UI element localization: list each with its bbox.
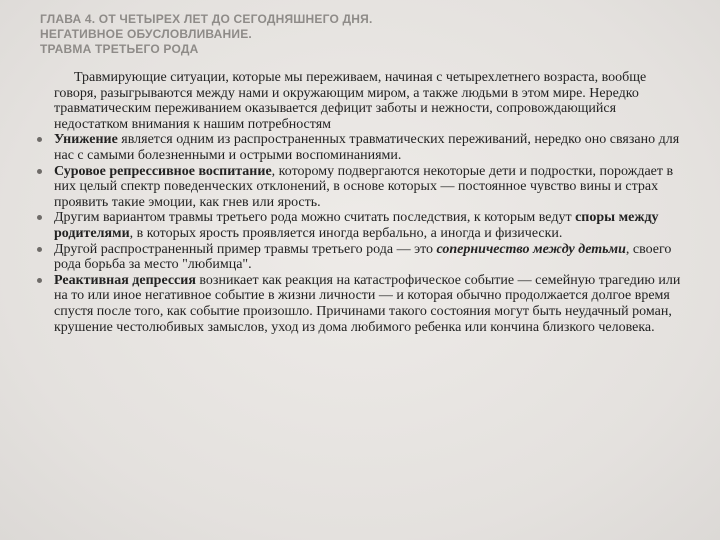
bullet-icon	[37, 137, 42, 142]
bullet-post: , своего рода борьба за место "любимца".	[54, 241, 672, 273]
bullet-icon	[37, 278, 42, 283]
slide-title	[40, 12, 680, 57]
intro-paragraph: Травмирующие ситуации, которые мы переживаем, начиная с четырехлетнего возраста, вообще говоря, разыгрываются между нами и окружающим миром, а также людьми в этом мире. Нередко травматическим переживанием оказывается дефицит заботы и нежности, сопровождающийся недостатком внимания к нашим потребностям	[54, 70, 647, 132]
bullet-icon	[37, 169, 42, 174]
bullet-icon	[37, 247, 42, 252]
bullet-post: является одним из распространенных травматических переживаний, нередко оно связано для нас с самыми болезненными и острыми воспоминаниями.	[54, 132, 680, 163]
bullet-post: , в которых ярость проявляется иногда вербально, а иногда и физически.	[129, 225, 563, 241]
bullet-icon	[37, 215, 42, 220]
bullet-item-reactive-depression	[36, 273, 688, 335]
bullet-post: , которому подвергаются некоторые дети и подростки, порождает в них целый спектр поведенческих отклонений, в основе которых — постоянное чувство вины и страх проявить такие эмоции, как гнев или ярость.	[54, 163, 674, 210]
title-line-2: НЕГАТИВНОЕ ОБУСЛОВЛИВАНИЕ.	[40, 27, 252, 41]
bullet-bold-term: Унижение	[54, 132, 118, 148]
bullet-bold-term: споры между родителями	[54, 210, 659, 241]
title-line-1: ГЛАВА 4. ОТ ЧЕТЫРЕХ ЛЕТ ДО СЕГОДНЯШНЕГО ДНЯ.	[40, 12, 373, 26]
bullet-item-sibling-rivalry	[36, 242, 688, 273]
bullet-pre: Другой распространенный пример травмы третьего рода — это	[54, 241, 437, 257]
bullet-item-repressive-upbringing	[36, 164, 688, 211]
bullet-pre: Другим вариантом травмы третьего рода можно считать последствия, к которым ведут	[54, 210, 576, 226]
bullet-bold-term: Суровое репрессивное воспитание	[54, 163, 272, 179]
bullet-list	[36, 132, 688, 335]
bullet-item-humiliation	[36, 132, 688, 163]
slide-content	[36, 70, 688, 335]
title-line-3: ТРАВМА ТРЕТЬЕГО РОДА	[40, 42, 199, 56]
bullet-bold-term: соперничество между детьми	[436, 241, 626, 257]
bullet-bold-term: Реактивная депрессия	[54, 272, 196, 288]
bullet-post: возникает как реакция на катастрофическое событие — семейную трагедию или на то или иное негативное событие в жизни личности — и которая обычно продолжается долгое время спустя после того, как событие произошло. Причинами такого состояния могут быть неудачный роман, крушение честолюбивых замыслов, уход из дома любимого ребенка или кончина близкого человека.	[54, 272, 681, 335]
bullet-item-parent-disputes	[36, 210, 688, 241]
